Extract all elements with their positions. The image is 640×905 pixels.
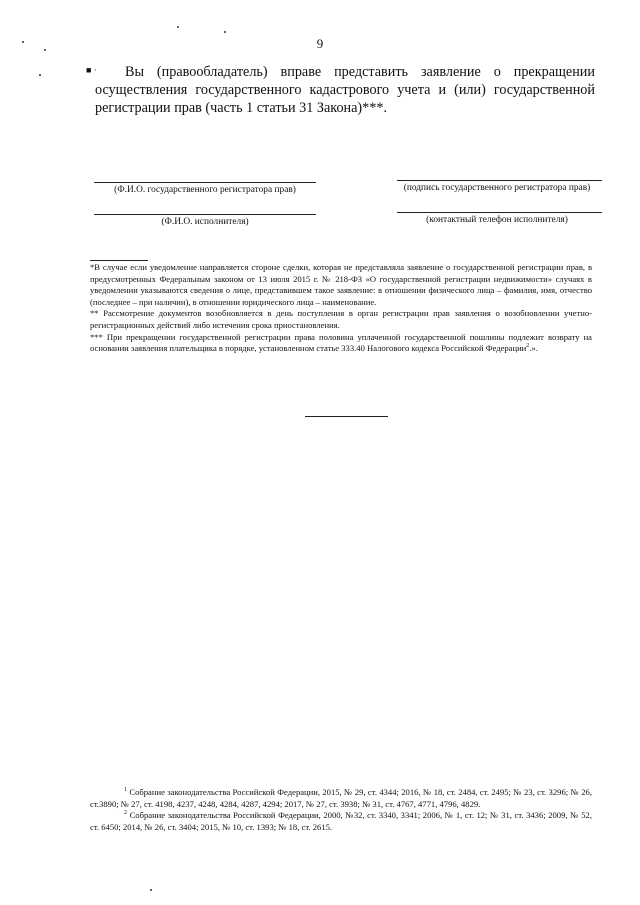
executor-phone-line (397, 212, 602, 213)
executor-phone-label: (контактный телефон исполнителя) (426, 215, 568, 225)
footnote-3-ref: 2 (526, 343, 530, 350)
reference-2-text: Собрание законодательства Российской Федерации, 2000, №32, ст. 3340, 3341; 2006, № 1, ст. 12; № 31, ст. 3436; 2009, № 52, ст. 6450; 2014, № 26, ст. 3404; 2015, № 10, ст. 1393; № 18, ст. 2615. (90, 810, 592, 832)
executor-name-label: (Ф.И.О. исполнителя) (161, 217, 249, 227)
registrar-name-line (94, 182, 316, 183)
registrar-signature-label: (подпись государственного регистратора прав) (403, 183, 591, 193)
section-end-line (305, 416, 388, 417)
reference-1-text: Собрание законодательства Российской Федерации, 2015, № 29, ст. 4344; 2016, № 18, ст. 2484, ст. 2495; № 23, ст. 3296; № 26, ст.3890; № 27, ст. 4198, 4237, 4248, 4284, 4287, 4294; 2017, № 27, ст. 3938; № 31, ст. 4767, 4771, 4796, 4829. (90, 787, 592, 809)
executor-name-line (94, 214, 316, 215)
scan-speck (39, 74, 41, 76)
footnote-3-tail: .». (529, 343, 538, 354)
scan-speck (224, 31, 226, 33)
footnote-3 (90, 332, 592, 355)
reference-1-mark: 1 (124, 787, 127, 794)
main-paragraph (95, 63, 595, 117)
footnote-2: ** Рассмотрение документов возобновляется в день поступления в орган регистрации прав заявления о возобновлении учетно-регистрационных действий либо истечения срока приостановления. (90, 308, 592, 330)
reference-2-mark: 2 (124, 810, 127, 817)
page-number: 9 (316, 36, 324, 51)
footnote-1: *В случае если уведомление направляется стороне сделки, которая не представляла заявление о государственной регистрации прав, в предусмотренных Федеральным законом от 13 июля 2015 г. № 218-ФЗ «О государственной регистрации недвижимости» случаях в уведомлении указываются сведения о лице, представившем такое заявление: в отношении физического лица – фамилия, имя, отчество (последнее – при наличии), в отношении юридического лица – наименование. (90, 262, 592, 307)
reference-1 (90, 787, 592, 810)
scan-mark-icon: ■ · (86, 65, 97, 75)
footnote-separator (90, 260, 148, 261)
footnote-3-text: *** При прекращении государственной регистрации права половина уплаченной государственной пошлины подлежит возврату на основании заявления плательщика в порядке, установленном статье 333.40 Налогового кодекса Российской Федерации (90, 331, 592, 354)
scan-speck (150, 889, 152, 891)
references-block (90, 787, 592, 833)
registrar-name-label: (Ф.И.О. государственного регистратора прав) (114, 185, 296, 195)
main-text: Вы (правообладатель) вправе представить заявление о прекращении осуществления государственного кадастрового учета и (или) государственной регистрации прав (часть 1 статьи 31 Закона)***. (95, 64, 595, 116)
registrar-signature-line (397, 180, 602, 181)
scan-speck (177, 26, 179, 28)
reference-2 (90, 810, 592, 833)
footnotes-block (90, 262, 592, 355)
